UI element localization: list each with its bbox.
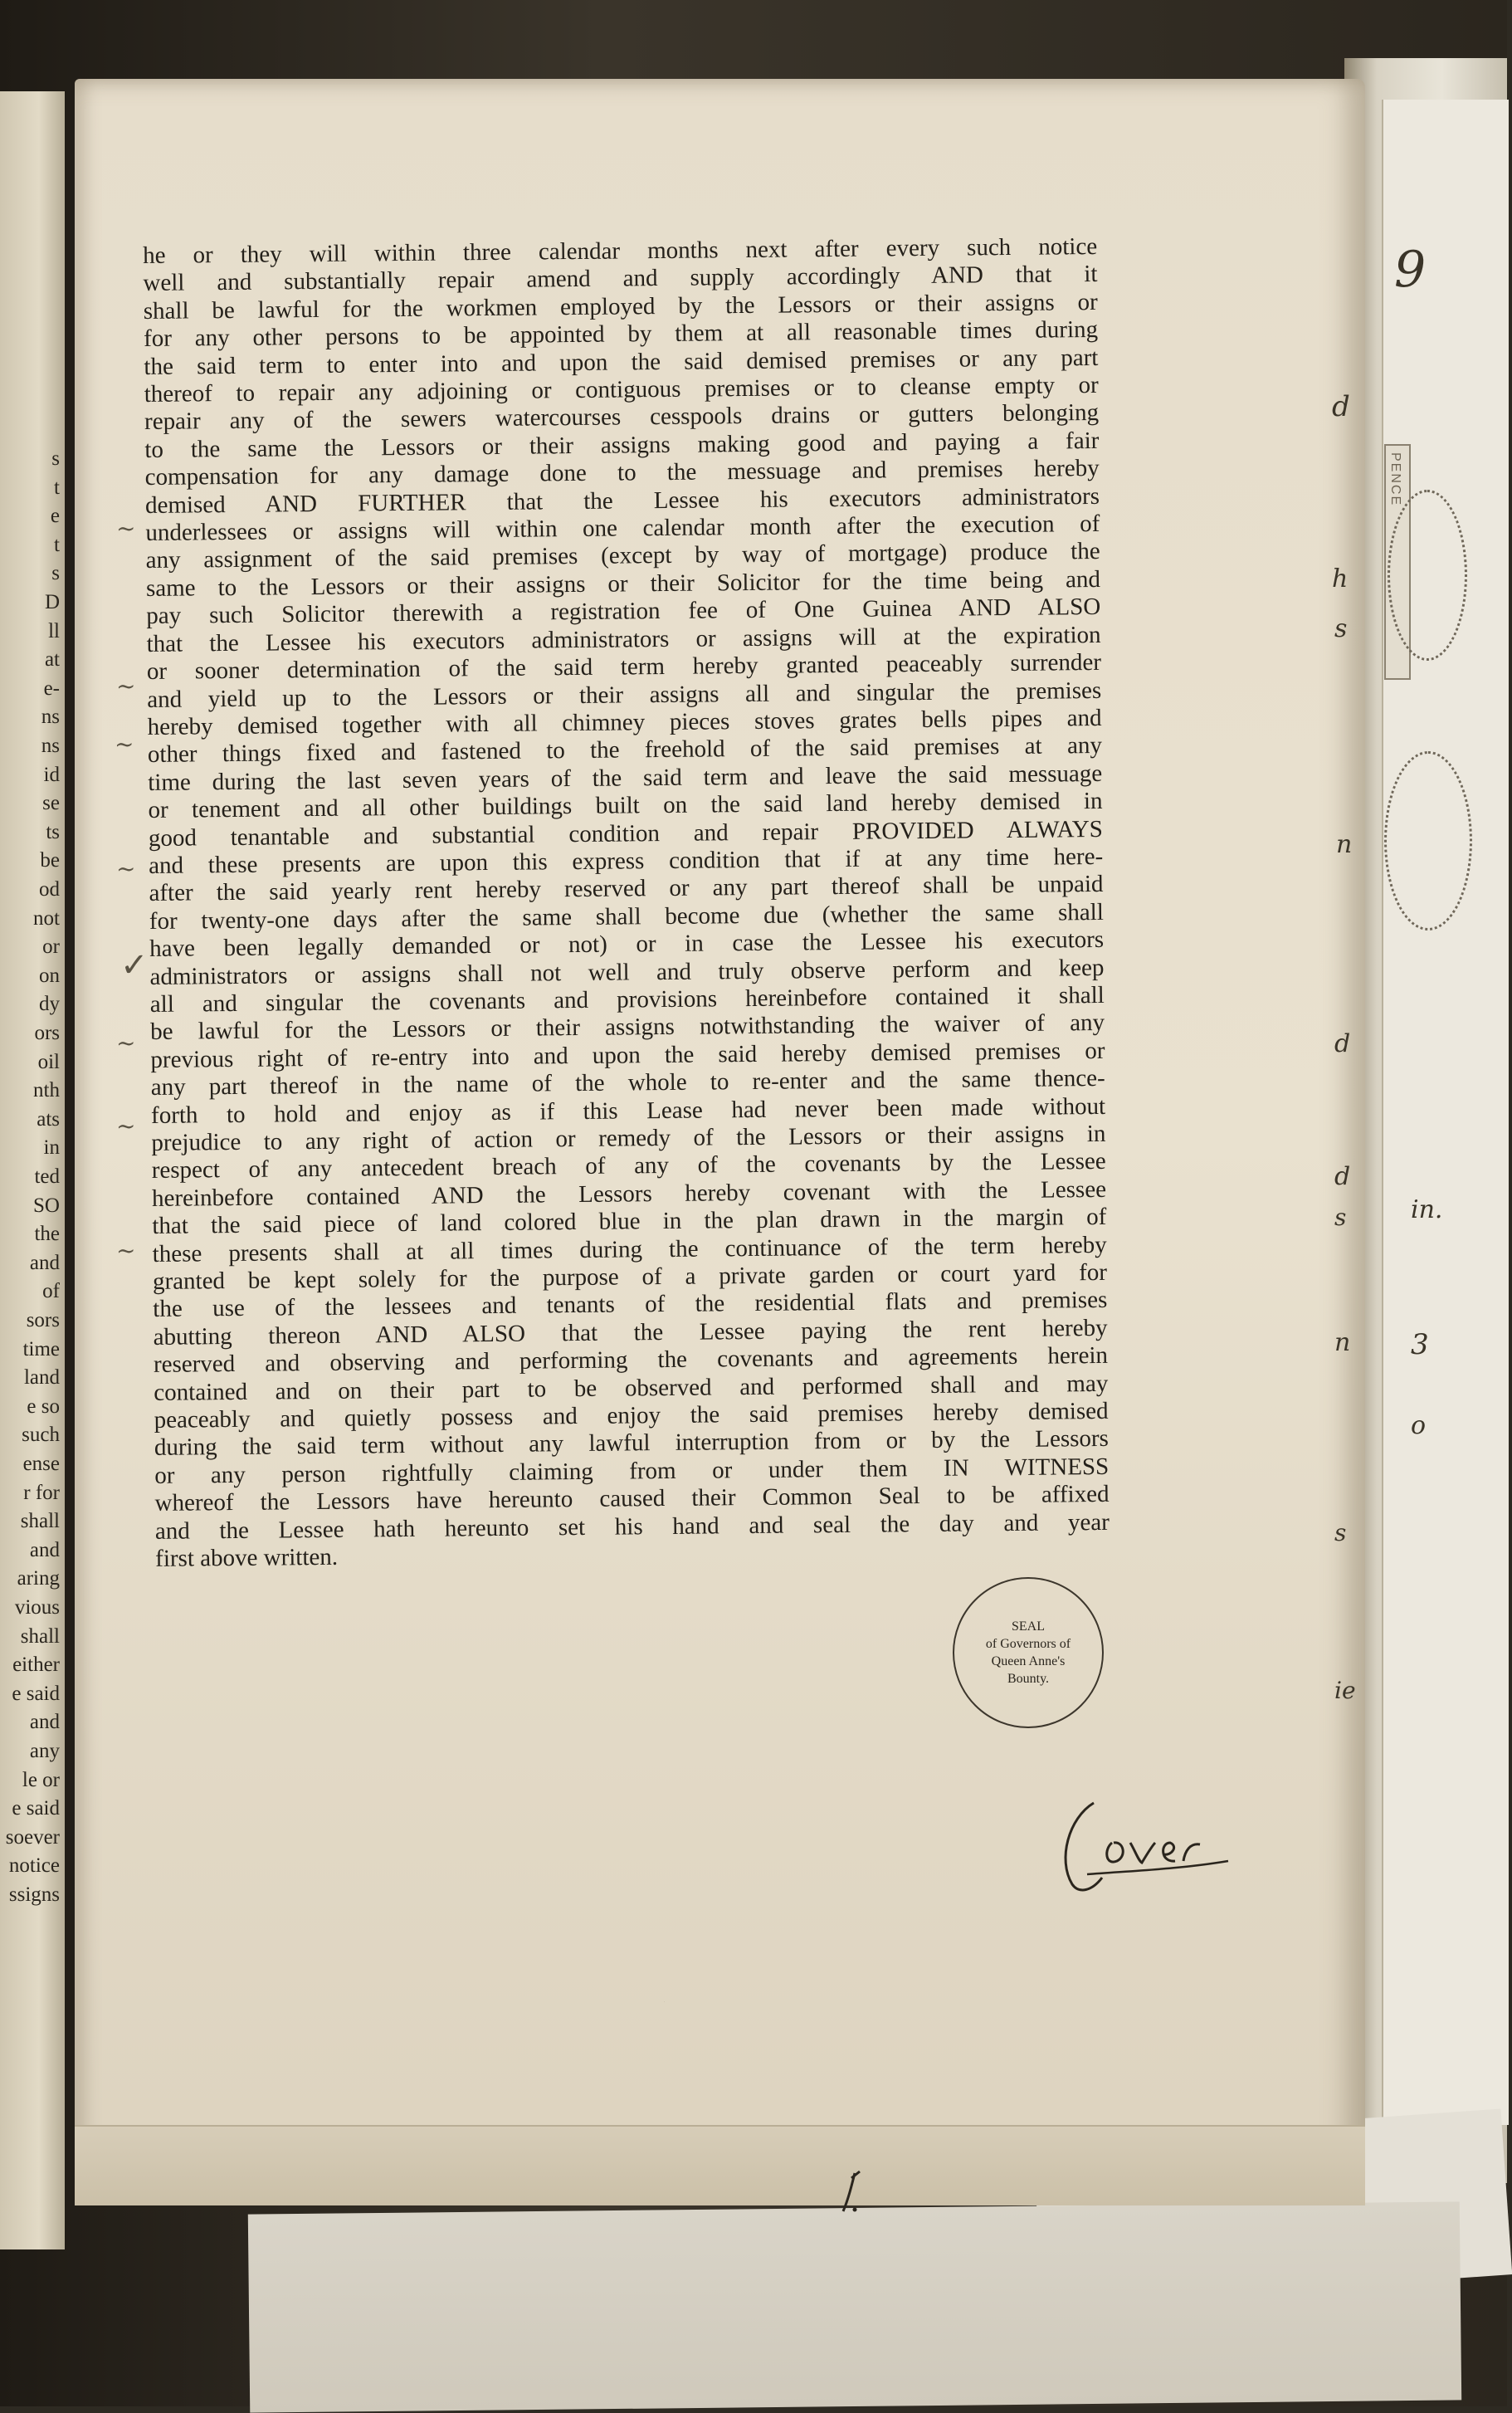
left-page-fragment: nth <box>33 1079 60 1102</box>
text-line: the use of the lessees and tenants of the residential flats and premises <box>153 1287 1108 1323</box>
handwritten-signature-cover <box>1054 1785 1253 1909</box>
text-line: any part thereof in the name of the whole to re-enter and the same thence- <box>150 1065 1105 1101</box>
text-line: that the said piece of land colored blue in the plan drawn in the margin of <box>152 1204 1107 1240</box>
left-page-fragment: se <box>42 792 60 815</box>
text-line: be lawful for the Lessors or their assigns notwithstanding the waiver of any <box>149 1009 1105 1046</box>
text-line: peaceably and quietly possess and enjoy the said premises hereby demised <box>154 1397 1109 1434</box>
text-line: good tenantable and substantial condition and repair PROVIDED ALWAYS <box>148 815 1103 852</box>
stamp-strip-text: PENCE <box>1388 452 1402 507</box>
seal-line-4: Bounty. <box>1007 1672 1050 1686</box>
text-line: same to the Lessors or their assigns or their Solicitor for the time being and <box>145 565 1101 602</box>
text-line: and yield up to the Lessors or their assigns all and singular the premises <box>147 677 1102 713</box>
text-line: or any person rightfully claiming from or under them IN WITNESS <box>154 1453 1110 1489</box>
text-line: administrators or assigns shall not well and truly observe perform and keep <box>149 954 1105 990</box>
left-page-fragment: any <box>29 1740 60 1762</box>
left-page-fragment: e said <box>12 1797 60 1820</box>
text-line: these presents shall at all times during the continuance of the term hereby <box>152 1231 1107 1268</box>
left-page-fragment: le or <box>22 1768 60 1791</box>
text-line: other things fixed and fastened to the freehold of the said premises at any <box>147 732 1103 769</box>
left-page-fragment: soever <box>5 1825 60 1849</box>
text-line: forth to hold and enjoy as if this Lease had never been made without <box>150 1092 1106 1129</box>
perforation-ring-2 <box>1384 751 1472 931</box>
margin-tick: ~ <box>116 1029 136 1057</box>
left-page-fragment: the <box>34 1223 60 1246</box>
seal-line-3: Queen Anne's <box>991 1654 1066 1668</box>
text-line: any assignment of the said premises (except by way of mortgage) produce the <box>145 538 1100 574</box>
left-page-fragment: oil <box>37 1050 60 1073</box>
text-line: and these presents are upon this express condition that if at any time here- <box>149 843 1104 879</box>
left-page-fragment: SO <box>33 1194 60 1217</box>
seal-line-2: of Governors of <box>985 1637 1071 1651</box>
left-page-fragment: dy <box>39 993 60 1016</box>
left-page-fragment: on <box>39 964 60 987</box>
left-page-fragment: land <box>23 1366 60 1390</box>
text-line: demised AND FURTHER that the Lessee his executors administrators <box>144 482 1100 519</box>
margin-checkmark: ✓ <box>120 946 149 984</box>
margin-tick: ~ <box>116 1112 136 1140</box>
text-line: thereof to repair any adjoining or contiguous premises or to cleanse empty or <box>144 371 1099 408</box>
right-margin-note: d <box>1334 1162 1351 1191</box>
text-line: shall be lawful for the workmen employed by the Lessors or their assigns or <box>143 288 1098 325</box>
right-margin-note: d <box>1334 1029 1351 1058</box>
left-page-fragment: aring <box>17 1567 60 1590</box>
left-page-fragment: e- <box>43 677 60 700</box>
seal-line-1: SEAL <box>1012 1619 1045 1634</box>
bottom-sheet <box>248 2201 1461 2412</box>
page-number-mark <box>664 2002 888 2218</box>
right-margin-note: s <box>1334 614 1348 643</box>
text-line: whereof the Lessors have hereunto caused their Common Seal to be affixed <box>154 1481 1110 1517</box>
text-line: reserved and observing and performing the covenants and agreements herein <box>153 1342 1109 1379</box>
left-page-fragment: time <box>22 1337 60 1360</box>
right-margin-note: 3 <box>1411 1328 1429 1361</box>
left-page-fragment: od <box>39 878 60 901</box>
text-line: granted be kept solely for the purpose of a private garden or court yard for <box>152 1258 1108 1295</box>
left-page-fragment: of <box>42 1280 60 1303</box>
left-page-fragment: r for <box>23 1481 60 1504</box>
text-line: that the Lessee his executors administrators or assigns will at the expiration <box>146 621 1101 657</box>
text-line: during the said term without any lawful interruption from or by the Lessors <box>154 1425 1110 1462</box>
left-page-fragment: at <box>44 648 60 672</box>
left-page-fragment: id <box>43 763 60 786</box>
page-number-text: 1. <box>664 2002 665 2003</box>
text-line: pay such Solicitor therewith a registration fee of One Guinea AND ALSO <box>146 593 1101 630</box>
left-page-fragment: ll <box>48 619 60 642</box>
left-page-fragment: ssigns <box>8 1883 60 1906</box>
left-page-fragment: ns <box>41 735 60 757</box>
text-line: respect of any antecedent breach of any of the covenants by the Lessee <box>151 1148 1106 1185</box>
right-margin-note: ie <box>1334 1677 1356 1704</box>
left-page-fragment: D <box>44 591 60 613</box>
text-line: abutting thereon AND ALSO that the Lessee paying the rent hereby <box>153 1314 1108 1351</box>
text-line: he or they will within three calendar months next after every such notice <box>143 232 1098 269</box>
text-line: compensation for any damage done to the messuage and premises hereby <box>144 455 1100 491</box>
left-page-fragment: in <box>43 1136 60 1160</box>
text-line: to the same the Lessors or their assigns making good and paying a fair <box>144 427 1100 463</box>
left-page-fragment: s <box>51 447 60 470</box>
left-page-fragment: and <box>29 1711 60 1734</box>
left-page-fragment: e <box>50 505 60 528</box>
left-page-fragment: e said <box>12 1682 60 1705</box>
text-line: or sooner determination of the said term hereby granted peaceably surrender <box>146 649 1102 686</box>
text-line: all and singular the covenants and provisions hereinbefore contained it shall <box>149 981 1105 1018</box>
left-page-fragment: ns <box>41 706 60 729</box>
margin-tick: ~ <box>115 730 134 758</box>
left-page-fragment: sors <box>26 1309 60 1331</box>
left-page-fragment: e so <box>27 1395 60 1418</box>
left-page-fragment: t <box>54 533 60 556</box>
text-line: the said term to enter into and upon the said demised premises or any part <box>144 344 1099 380</box>
text-line: after the said yearly rent hereby reserved or any part thereof shall be unpaid <box>149 871 1104 907</box>
left-page-fragment: either <box>12 1653 60 1677</box>
right-inner-page <box>1382 100 1509 2125</box>
left-page-fragment: such <box>22 1424 60 1447</box>
text-line: hereinbefore contained AND the Lessors hereby covenant with the Lessee <box>151 1175 1107 1212</box>
text-line: time during the last seven years of the said term and leave the said messuage <box>148 760 1103 796</box>
text-line: for any other persons to be appointed by them at all reasonable times during <box>143 316 1099 353</box>
left-page-fragment: t <box>54 476 60 499</box>
margin-tick: ~ <box>116 672 136 700</box>
left-page-fragment: ted <box>34 1165 60 1188</box>
right-margin-note: 9 <box>1394 241 1427 299</box>
text-line: hereby demised together with all chimney pieces stoves grates bells pipes and <box>147 704 1102 740</box>
margin-tick: ~ <box>116 1237 136 1264</box>
left-page-fragment: or <box>42 935 60 959</box>
left-page-fragment: notice <box>8 1854 60 1878</box>
right-margin-note: n <box>1334 1328 1351 1357</box>
text-line: previous right of re-entry into and upon the said hereby demised premises or <box>150 1037 1105 1073</box>
margin-tick: ~ <box>116 855 136 882</box>
right-margin-note: n <box>1336 830 1353 859</box>
left-page-fragment: shall <box>20 1510 60 1533</box>
left-page-fragment: ts <box>46 820 60 843</box>
left-page-fragment: ors <box>34 1022 60 1044</box>
perforation-ring-1 <box>1388 490 1467 661</box>
left-page-fragment: and <box>29 1538 60 1561</box>
left-page-edge <box>0 91 65 2249</box>
text-line: underlessees or assigns will within one calendar month after the execution of <box>145 510 1100 547</box>
left-page-fragment: ats <box>37 1107 60 1131</box>
right-margin-note: o <box>1411 1411 1427 1440</box>
right-margin-note: in. <box>1411 1195 1443 1224</box>
text-line: and the Lessee hath hereunto set his hand and seal the day and year <box>154 1508 1110 1545</box>
left-page-fragment: not <box>33 906 60 930</box>
text-line: prejudice to any right of action or remedy of the Lessors or their assigns in <box>151 1120 1106 1156</box>
left-page-fragment: ense <box>22 1453 60 1475</box>
text-line: first above written. <box>155 1543 339 1573</box>
right-margin-note: d <box>1332 390 1350 423</box>
text-line: well and substantially repair amend and supply accordingly AND that it <box>143 261 1098 297</box>
text-line: or tenement and all other buildings built on the said land hereby demised in <box>148 788 1103 824</box>
page-bottom-fold <box>75 2125 1365 2205</box>
left-page-fragment: and <box>29 1251 60 1274</box>
text-line: repair any of the sewers watercourses cesspools drains or gutters belonging <box>144 399 1100 436</box>
right-margin-note: s <box>1334 1204 1347 1231</box>
right-margin-note: h <box>1332 564 1349 593</box>
left-page-fragment: s <box>51 562 60 585</box>
left-page-fragment: vious <box>14 1596 60 1619</box>
margin-tick: ~ <box>116 515 136 542</box>
text-line: have been legally demanded or not) or in case the Lessee his executors <box>149 926 1105 963</box>
right-margin-note: s <box>1334 1519 1347 1546</box>
text-line: for twenty-one days after the same shall become due (whether the same shall <box>149 898 1104 935</box>
governors-seal <box>953 1577 1104 1728</box>
left-page-fragment: shall <box>20 1624 60 1648</box>
left-page-fragment: be <box>40 849 60 872</box>
text-line: contained and on their part to be observed and performed shall and may <box>154 1370 1109 1406</box>
lease-body-text <box>143 233 1110 1573</box>
